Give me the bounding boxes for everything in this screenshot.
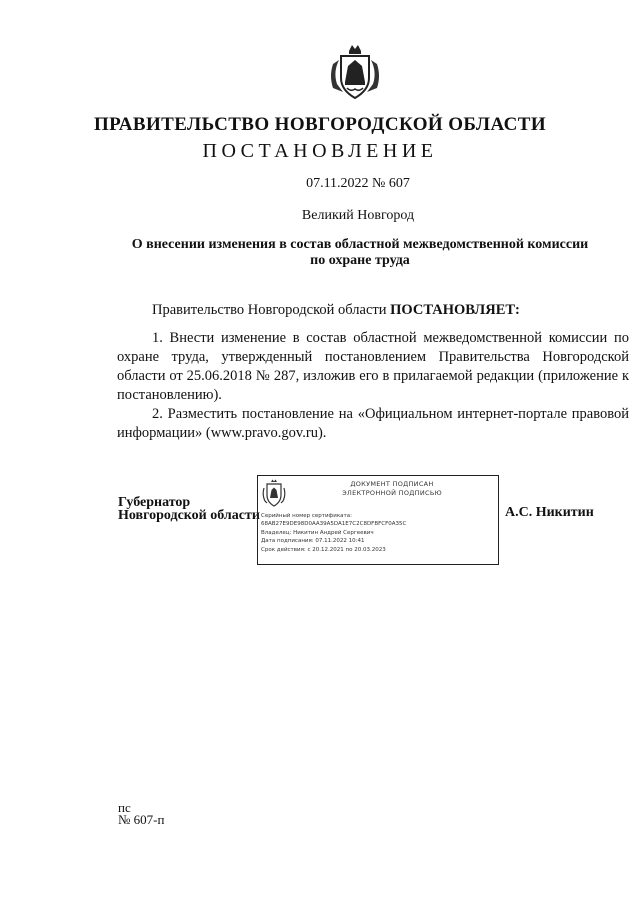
- footer-line2: № 607-п: [118, 812, 165, 827]
- decree-item-1: 1. Внести изменение в состав областной межведомственной комиссии по охране труда, утвержденный постановлением Правительства Новгородской области от 25.06.2018 № 287, изложив его в прилагаемой редакции (приложение к постановлению).: [117, 330, 629, 403]
- decree-date-number: 07.11.2022 № 607: [306, 176, 410, 191]
- signatory-position-line2: Новгородской области: [118, 508, 260, 523]
- stamp-header-line2: ЭЛЕКТРОННОЙ ПОДПИСЬЮ: [342, 489, 442, 497]
- stamp-coat-of-arms-icon: [262, 479, 286, 509]
- decree-item-2: 2. Разместить постановление на «Официальном интернет-портале правовой информации» (www.pravo.gov.ru).: [117, 406, 629, 441]
- stamp-serial: 68AB27E9DE98D0AA39A5DA1E7C2C8DFBFCF0A35C: [261, 521, 407, 528]
- decree-city: Великий Новгород: [301, 208, 415, 223]
- signatory-name: А.С. Никитин: [505, 505, 594, 520]
- stamp-validity: Срок действия: с 20.12.2021 по 20.03.2023: [261, 546, 386, 553]
- stamp-owner: Владелец: Никитин Андрей Сергеевич: [261, 529, 374, 536]
- stamp-signed-date: Дата подписания: 07.11.2022 10:41: [261, 538, 365, 545]
- stamp-header-line1: ДОКУМЕНТ ПОДПИСАН: [350, 480, 434, 488]
- electronic-signature-stamp: [257, 475, 499, 565]
- decree-body: [117, 329, 629, 443]
- stamp-header: [292, 480, 492, 498]
- government-title: ПРАВИТЕЛЬСТВО НОВГОРОДСКОЙ ОБЛАСТИ: [94, 114, 546, 135]
- footer-code: [118, 802, 164, 826]
- preamble-text: Правительство Новгородской области: [152, 302, 391, 318]
- signatory-position-line1: Губернатор: [118, 495, 191, 510]
- decree-subject: О внесении изменения в состав областной межведомственной комиссии по охране труда: [131, 237, 589, 268]
- preamble-emphasis: ПОСТАНОВЛЯЕТ:: [390, 302, 520, 318]
- coat-of-arms-icon: [329, 42, 381, 102]
- footer-line1: пс: [118, 800, 131, 815]
- stamp-serial-label: Серийный номер сертификата:: [261, 513, 352, 519]
- stamp-details: [261, 512, 406, 554]
- signatory-position: [118, 496, 260, 522]
- preamble: [152, 302, 520, 319]
- decree-heading: ПОСТАНОВЛЕНИЕ: [202, 140, 438, 162]
